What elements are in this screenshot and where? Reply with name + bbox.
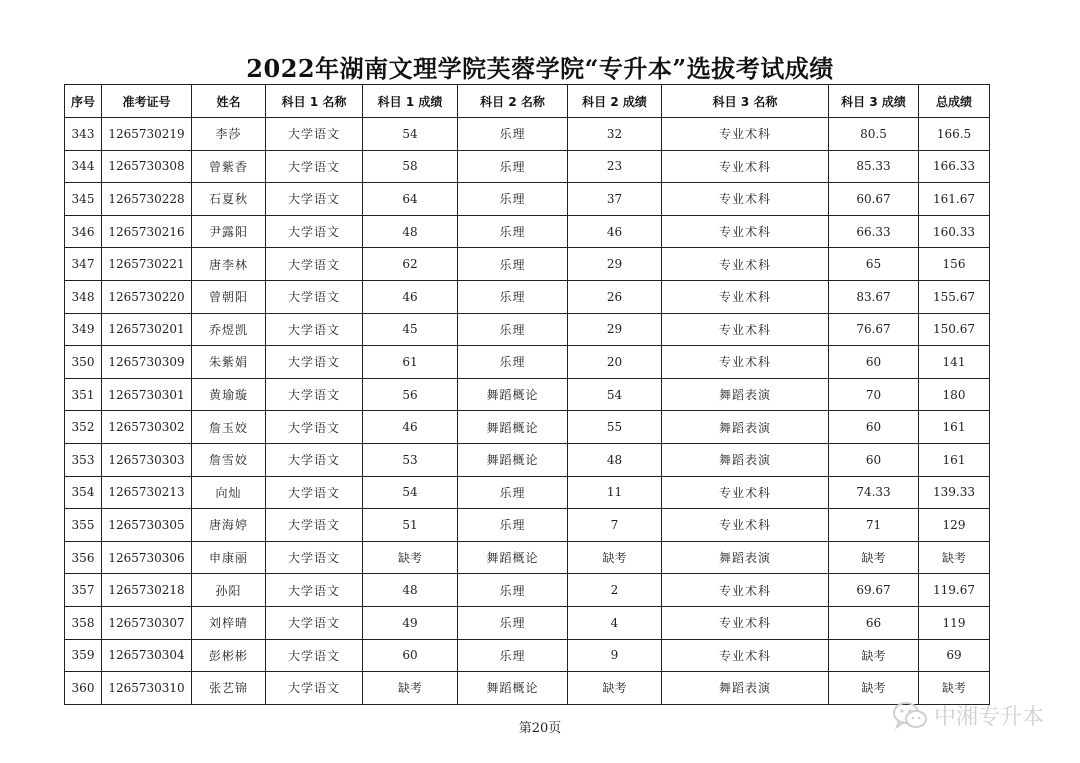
table-row [65, 509, 990, 542]
cell-subject2-name: 乐理 [458, 118, 568, 151]
cell-subject2-name: 舞蹈概论 [458, 378, 568, 411]
cell-subject2-name: 舞蹈概论 [458, 672, 568, 705]
cell-subject3-name: 专业术科 [662, 313, 829, 346]
cell-total: 129 [919, 509, 990, 542]
cell-subject1-name: 大学语文 [266, 346, 363, 379]
cell-index: 343 [65, 118, 102, 151]
cell-name: 申康丽 [192, 541, 266, 574]
cell-name: 乔煜凯 [192, 313, 266, 346]
cell-subject3-score: 71 [829, 509, 919, 542]
cell-total: 69 [919, 639, 990, 672]
cell-total: 155.67 [919, 280, 990, 313]
cell-ticket: 1265730301 [102, 378, 192, 411]
cell-ticket: 1265730304 [102, 639, 192, 672]
table-row [65, 346, 990, 379]
cell-subject1-score: 61 [363, 346, 458, 379]
cell-subject1-score: 48 [363, 574, 458, 607]
cell-total: 156 [919, 248, 990, 281]
cell-subject2-name: 乐理 [458, 476, 568, 509]
cell-subject3-score: 65 [829, 248, 919, 281]
cell-total: 166.33 [919, 150, 990, 183]
cell-subject2-score: 29 [568, 248, 662, 281]
cell-index: 357 [65, 574, 102, 607]
cell-subject2-name: 乐理 [458, 183, 568, 216]
cell-total: 166.5 [919, 118, 990, 151]
cell-total: 141 [919, 346, 990, 379]
header-col-index: 序号 [65, 85, 102, 118]
cell-index: 350 [65, 346, 102, 379]
cell-subject1-name: 大学语文 [266, 509, 363, 542]
cell-subject1-score: 48 [363, 215, 458, 248]
cell-subject3-score: 缺考 [829, 541, 919, 574]
cell-ticket: 1265730309 [102, 346, 192, 379]
cell-ticket: 1265730219 [102, 118, 192, 151]
cell-total: 160.33 [919, 215, 990, 248]
cell-ticket: 1265730302 [102, 411, 192, 444]
header-col-subject2-score: 科目 2 成绩 [568, 85, 662, 118]
cell-subject3-score: 80.5 [829, 118, 919, 151]
cell-subject2-score: 32 [568, 118, 662, 151]
cell-subject1-name: 大学语文 [266, 313, 363, 346]
cell-name: 石夏秋 [192, 183, 266, 216]
cell-subject3-name: 专业术科 [662, 280, 829, 313]
cell-subject1-score: 60 [363, 639, 458, 672]
cell-index: 355 [65, 509, 102, 542]
cell-name: 朱紫娟 [192, 346, 266, 379]
cell-ticket: 1265730228 [102, 183, 192, 216]
cell-ticket: 1265730216 [102, 215, 192, 248]
table-body [65, 118, 990, 705]
table-header [65, 85, 990, 118]
cell-total: 119 [919, 606, 990, 639]
table-row [65, 541, 990, 574]
cell-name: 刘梓晴 [192, 606, 266, 639]
table-row [65, 476, 990, 509]
cell-subject1-name: 大学语文 [266, 150, 363, 183]
cell-subject2-name: 乐理 [458, 248, 568, 281]
cell-subject1-score: 51 [363, 509, 458, 542]
cell-index: 345 [65, 183, 102, 216]
cell-name: 曾朝阳 [192, 280, 266, 313]
cell-subject3-score: 83.67 [829, 280, 919, 313]
cell-subject1-score: 56 [363, 378, 458, 411]
header-col-subject1-score: 科目 1 成绩 [363, 85, 458, 118]
cell-subject3-score: 66.33 [829, 215, 919, 248]
cell-subject2-name: 舞蹈概论 [458, 541, 568, 574]
cell-name: 李莎 [192, 118, 266, 151]
header-col-subject3-name: 科目 3 名称 [662, 85, 829, 118]
cell-index: 358 [65, 606, 102, 639]
cell-ticket: 1265730213 [102, 476, 192, 509]
cell-subject2-name: 舞蹈概论 [458, 443, 568, 476]
header-col-name: 姓名 [192, 85, 266, 118]
cell-total: 119.67 [919, 574, 990, 607]
header-col-subject2-name: 科目 2 名称 [458, 85, 568, 118]
cell-subject3-name: 专业术科 [662, 509, 829, 542]
cell-subject3-name: 专业术科 [662, 118, 829, 151]
table-row [65, 443, 990, 476]
cell-name: 彭彬彬 [192, 639, 266, 672]
cell-index: 359 [65, 639, 102, 672]
cell-name: 詹雪姣 [192, 443, 266, 476]
cell-total: 缺考 [919, 541, 990, 574]
cell-subject2-score: 23 [568, 150, 662, 183]
cell-subject1-name: 大学语文 [266, 248, 363, 281]
cell-index: 347 [65, 248, 102, 281]
cell-subject3-score: 60.67 [829, 183, 919, 216]
cell-subject3-score: 66 [829, 606, 919, 639]
cell-subject3-name: 专业术科 [662, 150, 829, 183]
cell-subject3-name: 专业术科 [662, 248, 829, 281]
cell-subject3-score: 60 [829, 411, 919, 444]
cell-subject2-score: 20 [568, 346, 662, 379]
cell-total: 180 [919, 378, 990, 411]
cell-subject2-score: 7 [568, 509, 662, 542]
cell-subject3-score: 60 [829, 346, 919, 379]
cell-subject1-score: 46 [363, 411, 458, 444]
wechat-icon [892, 701, 928, 731]
watermark [892, 700, 1044, 731]
page-number: 第20页 [518, 721, 562, 736]
cell-subject2-name: 舞蹈概论 [458, 411, 568, 444]
cell-name: 唐海婷 [192, 509, 266, 542]
table-row [65, 150, 990, 183]
table-row [65, 118, 990, 151]
cell-ticket: 1265730306 [102, 541, 192, 574]
table-row [65, 248, 990, 281]
cell-index: 349 [65, 313, 102, 346]
document-title: 2022年湖南文理学院芙蓉学院“专升本”选拔考试成绩 [246, 54, 834, 83]
cell-name: 詹玉姣 [192, 411, 266, 444]
cell-subject1-score: 缺考 [363, 541, 458, 574]
table-row [65, 639, 990, 672]
cell-total: 161 [919, 411, 990, 444]
cell-subject1-score: 54 [363, 118, 458, 151]
cell-index: 351 [65, 378, 102, 411]
cell-subject1-score: 49 [363, 606, 458, 639]
cell-subject2-score: 37 [568, 183, 662, 216]
cell-ticket: 1265730308 [102, 150, 192, 183]
table-row [65, 280, 990, 313]
cell-index: 354 [65, 476, 102, 509]
header-col-ticket: 准考证号 [102, 85, 192, 118]
cell-subject2-name: 乐理 [458, 215, 568, 248]
cell-subject2-score: 4 [568, 606, 662, 639]
cell-subject1-name: 大学语文 [266, 574, 363, 607]
table-row [65, 411, 990, 444]
cell-subject3-score: 69.67 [829, 574, 919, 607]
cell-ticket: 1265730303 [102, 443, 192, 476]
cell-subject1-name: 大学语文 [266, 639, 363, 672]
cell-name: 尹露阳 [192, 215, 266, 248]
cell-subject3-name: 舞蹈表演 [662, 541, 829, 574]
cell-subject1-name: 大学语文 [266, 672, 363, 705]
cell-ticket: 1265730201 [102, 313, 192, 346]
cell-subject3-name: 专业术科 [662, 476, 829, 509]
cell-ticket: 1265730218 [102, 574, 192, 607]
cell-subject1-name: 大学语文 [266, 476, 363, 509]
cell-total: 161 [919, 443, 990, 476]
cell-subject3-name: 专业术科 [662, 346, 829, 379]
header-row [65, 85, 990, 118]
cell-subject1-name: 大学语文 [266, 280, 363, 313]
cell-ticket: 1265730310 [102, 672, 192, 705]
cell-subject1-name: 大学语文 [266, 541, 363, 574]
cell-subject1-score: 45 [363, 313, 458, 346]
cell-subject1-name: 大学语文 [266, 378, 363, 411]
cell-subject1-name: 大学语文 [266, 118, 363, 151]
cell-subject1-name: 大学语文 [266, 215, 363, 248]
cell-subject2-name: 乐理 [458, 280, 568, 313]
table-row [65, 672, 990, 705]
cell-subject2-name: 乐理 [458, 509, 568, 542]
cell-subject3-name: 专业术科 [662, 606, 829, 639]
cell-subject2-score: 55 [568, 411, 662, 444]
cell-subject3-name: 专业术科 [662, 639, 829, 672]
cell-subject3-name: 专业术科 [662, 215, 829, 248]
cell-total: 150.67 [919, 313, 990, 346]
table-row [65, 313, 990, 346]
cell-subject3-score: 60 [829, 443, 919, 476]
cell-ticket: 1265730220 [102, 280, 192, 313]
header-col-total: 总成绩 [919, 85, 990, 118]
cell-index: 348 [65, 280, 102, 313]
table-row [65, 574, 990, 607]
cell-subject1-name: 大学语文 [266, 606, 363, 639]
cell-name: 孙阳 [192, 574, 266, 607]
cell-ticket: 1265730305 [102, 509, 192, 542]
cell-subject2-score: 29 [568, 313, 662, 346]
cell-subject1-score: 58 [363, 150, 458, 183]
cell-index: 356 [65, 541, 102, 574]
cell-subject3-score: 缺考 [829, 672, 919, 705]
cell-index: 344 [65, 150, 102, 183]
cell-subject3-name: 专业术科 [662, 183, 829, 216]
cell-subject2-score: 46 [568, 215, 662, 248]
cell-subject3-name: 舞蹈表演 [662, 411, 829, 444]
cell-subject2-score: 缺考 [568, 672, 662, 705]
cell-subject1-name: 大学语文 [266, 443, 363, 476]
cell-subject3-score: 74.33 [829, 476, 919, 509]
cell-total: 161.67 [919, 183, 990, 216]
cell-subject1-name: 大学语文 [266, 411, 363, 444]
cell-subject1-score: 53 [363, 443, 458, 476]
cell-index: 352 [65, 411, 102, 444]
cell-index: 353 [65, 443, 102, 476]
cell-subject2-score: 26 [568, 280, 662, 313]
cell-subject3-score: 76.67 [829, 313, 919, 346]
cell-subject3-score: 缺考 [829, 639, 919, 672]
cell-name: 黄瑜璇 [192, 378, 266, 411]
cell-subject2-score: 54 [568, 378, 662, 411]
cell-subject1-score: 缺考 [363, 672, 458, 705]
header-col-subject1-name: 科目 1 名称 [266, 85, 363, 118]
cell-subject2-name: 乐理 [458, 150, 568, 183]
cell-subject3-score: 70 [829, 378, 919, 411]
table-row [65, 215, 990, 248]
cell-subject2-score: 缺考 [568, 541, 662, 574]
cell-subject2-name: 乐理 [458, 574, 568, 607]
cell-name: 向灿 [192, 476, 266, 509]
cell-ticket: 1265730221 [102, 248, 192, 281]
cell-subject1-score: 62 [363, 248, 458, 281]
cell-subject2-score: 11 [568, 476, 662, 509]
cell-subject3-name: 舞蹈表演 [662, 443, 829, 476]
table-row [65, 378, 990, 411]
cell-subject2-name: 乐理 [458, 346, 568, 379]
cell-subject3-score: 85.33 [829, 150, 919, 183]
cell-subject1-name: 大学语文 [266, 183, 363, 216]
cell-name: 曾紫香 [192, 150, 266, 183]
table-row [65, 183, 990, 216]
cell-subject2-name: 乐理 [458, 639, 568, 672]
watermark-text: 中湘专升本 [933, 705, 1044, 730]
cell-name: 张艺锦 [192, 672, 266, 705]
cell-total: 139.33 [919, 476, 990, 509]
cell-subject2-name: 乐理 [458, 313, 568, 346]
cell-subject3-name: 专业术科 [662, 574, 829, 607]
cell-subject3-name: 舞蹈表演 [662, 672, 829, 705]
header-col-subject3-score: 科目 3 成绩 [829, 85, 919, 118]
cell-subject1-score: 46 [363, 280, 458, 313]
cell-subject3-name: 舞蹈表演 [662, 378, 829, 411]
cell-index: 346 [65, 215, 102, 248]
cell-subject2-score: 48 [568, 443, 662, 476]
cell-subject2-name: 乐理 [458, 606, 568, 639]
cell-subject2-score: 9 [568, 639, 662, 672]
cell-index: 360 [65, 672, 102, 705]
cell-subject1-score: 64 [363, 183, 458, 216]
scores-table [64, 84, 990, 705]
table-row [65, 606, 990, 639]
cell-total: 缺考 [919, 672, 990, 705]
cell-ticket: 1265730307 [102, 606, 192, 639]
cell-name: 唐李林 [192, 248, 266, 281]
cell-subject2-score: 2 [568, 574, 662, 607]
cell-subject1-score: 54 [363, 476, 458, 509]
